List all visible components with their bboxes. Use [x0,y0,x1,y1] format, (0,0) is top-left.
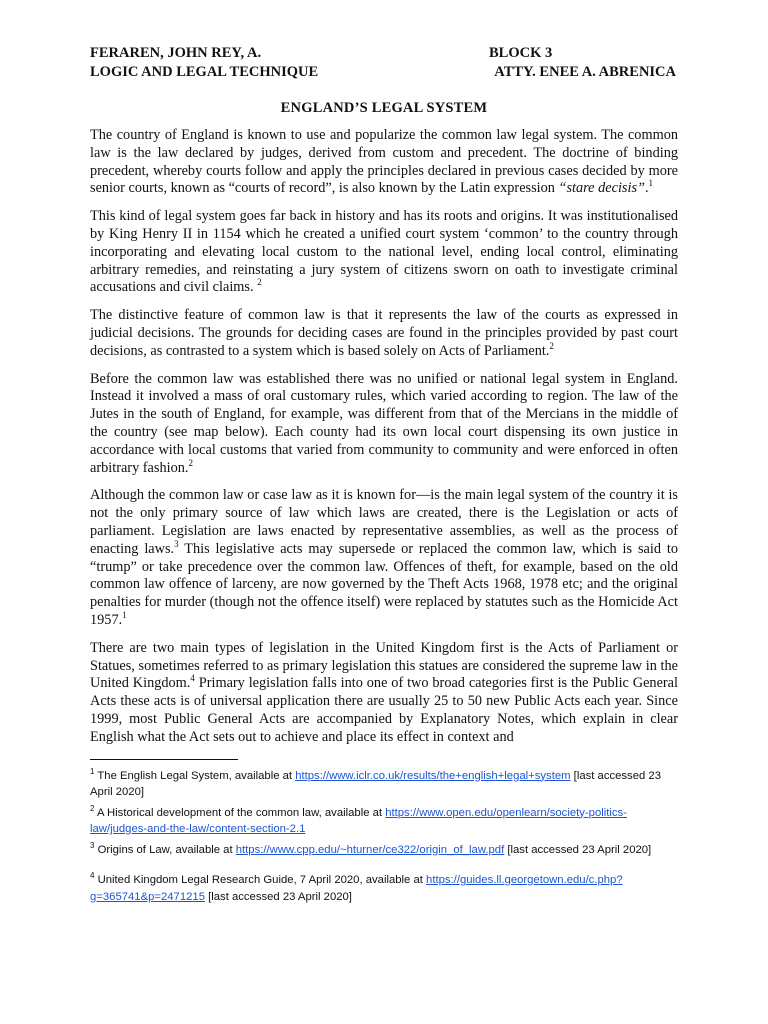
paragraph-4: Before the common law was established there was no unified or national legal system in England. Instead it involved a mass of oral customary rules, which varied according to region. The law of the Jutes in the south of England, for example, was different from that of the Mercians in the middle of the country (see map below). Each county had its own local court dispensing its own justice in accordance with local customs that varied from community to community and were enforced in often arbitrary fashion.$^2$ [90,370,678,476]
paragraph-5: Although the common law or case law as it is known for—is the main legal system of the country it is not the only primary source of law which laws are created, there is the Legislation or acts of parliament. Legislation are laws enacted by representative assemblies, as well as the process of enacting laws.$^3$ This legislative acts may supersede or replaced the common law, which is said to “trump” or take precedence over the common law. Offences of theft, for example, based on the old common law offence of larceny, are now governed by the Theft Acts 1968, 1978 etc; and the original penalties for murder (though not the offence itself) were replaced by statutes such as the Homicide Act 1957.$^1$ [90,487,678,628]
paragraph-3: The distinctive feature of common law is that it represents the law of the courts as expressed in judicial decisions. The grounds for deciding cases are found in the principles provided by past court decisions, as contrasted to a system which is based solely on Acts of Parliament.$^2$ [90,307,678,359]
footnote-ref: 2 [257,277,262,288]
paragraph-1: The country of England is known to use and popularize the common law legal system. The common law is the law declared by judges, derived from custom and precedent. The doctrine of binding precedent, whereby courts follow and apply the principles declared in previous cases decided by more senior courts, known as “courts of record”, is also known by the Latin expression “stare decisis”.$^1$ [90,127,678,197]
footnote-1-link[interactable]: https://www.iclr.co.uk/results/the+english+legal+system [295,769,571,782]
document-page [90,44,678,909]
footnote-2-link[interactable]: https://www.open.edu/openlearn/society-politics-law/judges-and-the-law/content-section-2.1 [90,806,627,835]
footnote-ref: 2 [188,457,193,468]
block-label: BLOCK 3 [489,45,553,61]
instructor-name: ATTY. ENEE A. ABRENICA [494,64,676,80]
paragraph-2: This kind of legal system goes far back in history and has its roots and origins. It was institutionalised by King Henry II in 1154 which he created a unified court system ‘common’ to the country through incorporating and elevating local custom to the national level, ending local control, eliminating arbitrary remedies, and reinstating a jury system of citizens sworn on oath to investigate criminal accusations and civil claims. $^2$ [90,208,678,296]
author-name: FERAREN, JOHN REY, A. [90,45,262,61]
footnote-ref: 3 [174,538,179,549]
footnote-ref: 4 [190,673,195,684]
paragraph-6: There are two main types of legislation in the United Kingdom first is the Acts of Parliament or Statues, sometimes referred to as primary legislation this statues are considered the supreme law in the United Kingdom.$^4$ Primary legislation falls into one of two broad categories first is the Public General Acts these acts is of universal application there are usually 25 to 50 new Public Acts each year. Since 1999, most Public General Acts are accompanied by Explanatory Notes, which explain in clear English what the Act sets out to achieve and place its effect in context and [90,639,679,745]
footnote-ref: 1 [648,178,654,189]
footnote-ref: 2 [549,341,554,351]
course-name: LOGIC AND LEGAL TECHNIQUE [90,64,319,80]
footnote-ref: 1 [122,610,127,621]
footnote-4-link[interactable]: https://guides.ll.georgetown.edu/c.php?g=365741&p=2471215 [90,874,623,903]
footnote-2: $^2$ A Historical development of the common law, available at https://www.open.edu/openlearn/society-politics-law/judges-and-the-law/content-section-2.1 [90,803,627,835]
footnote-3-link[interactable]: https://www.cpp.edu/~hturner/ce322/origin_of_law.pdf [235,843,505,856]
footnote-1: $^1$ The English Legal System, available at https://www.iclr.co.uk/results/the+english+legal+system [last accessed 23 April 2020] [90,766,661,798]
footnote-4: $^4$ United Kingdom Legal Research Guide, 7 April 2020, available at https://guides.ll.georgetown.edu/c.php?g=365741&p=2471215 [last accessed 23 April 2020] [90,871,623,903]
footnotes [90,768,678,906]
footnote-3: $^3$ Origins of Law, available at https://www.cpp.edu/~hturner/ce322/origin_of_law.pdf [last accessed 23 April 2020] [90,840,652,856]
footnote-divider [90,759,238,760]
document-header [90,44,678,82]
page-title: ENGLAND’S LEGAL SYSTEM [280,100,488,116]
